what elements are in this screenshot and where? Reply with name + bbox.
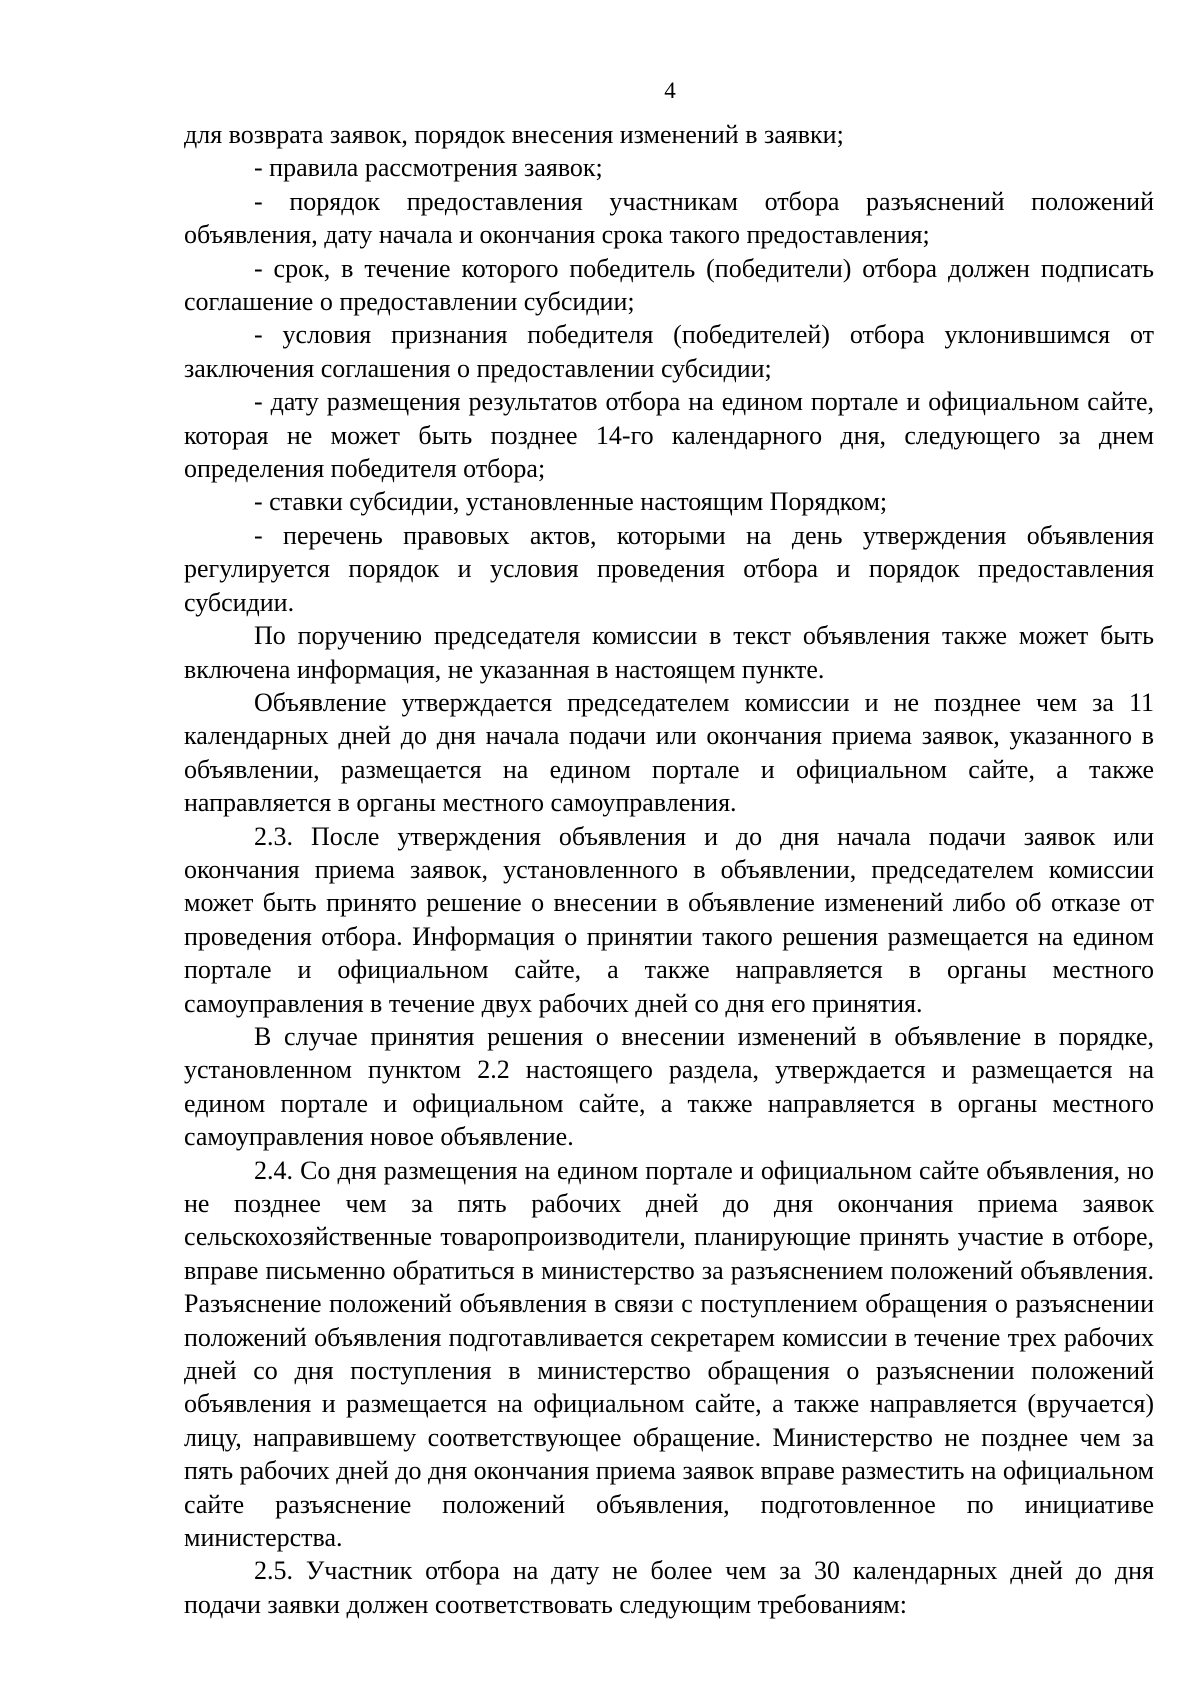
section-2-5-paragraph: 2.5. Участник отбора на дату не более чем за 30 календарных дней до дня подачи заявки должен соответствовать следующим требованиям: [184,1556,1154,1619]
paragraph: По поручению председателя комиссии в текст объявления также может быть включена информация, не указанная в настоящем пункте. [184,621,1154,684]
list-item: - срок, в течение которого победитель (победители) отбора должен подписать соглашение о предоставлении субсидии; [184,253,1154,317]
paragraph: Объявление утверждается председателем комиссии и не позднее чем за 11 календарных дней до дня начала подачи или окончания приема заявок, указанного в объявлении, размещается на едином портале и официальном сайте, а также направляется в органы местного самоуправления. [184,687,1154,818]
list-item: - условия признания победителя (победителей) отбора уклонившимся от заключения соглашения о предоставлении субсидии; [184,320,1154,383]
list-item: - порядок предоставления участникам отбора разъяснений положений объявления, дату начала и окончания срока такого предоставления; [184,186,1154,250]
body-text [184,118,1154,1621]
paragraph: В случае принятия решения о внесении изменений в объявление в порядке, установленном пунктом 2.2 настоящего раздела, утверждается и размещается на едином портале и официальном сайте, а также направляется в органы местного самоуправления новое объявление. [184,1021,1154,1152]
paragraph: для возврата заявок, порядок внесения изменений в заявки; [184,120,844,149]
list-item: - перечень правовых актов, которыми на день утверждения объявления регулируется порядок и условия проведения отбора и порядок предоставления субсидии. [184,520,1154,617]
list-item: - дату размещения результатов отбора на едином портале и официальном сайте, которая не может быть позднее 14-го календарного дня, следующего за днем определения победителя отбора; [184,387,1154,484]
section-2-4-paragraph: 2.4. Со дня размещения на едином портале и официальном сайте объявления, но не позднее чем за пять рабочих дней до дня окончания приема заявок сельскохозяйственные товаропроизводители, планирующие принять участие в отборе, вправе письменно обратиться в министерство за разъяснением положений объявления. Разъяснение положений объявления в связи с поступлением обращения о разъяснении положений объявления подготавливается секретарем комиссии в течение трех рабочих дней со дня поступления в министерство обращения о разъяснении положений объявления и размещается на официальном сайте, а также направляется (вручается) лицу, направившему соответствующее обращение. Министерство не позднее чем за пять рабочих дней до дня окончания приема заявок вправе разместить на официальном сайте разъяснение положений объявления, подготовленное по инициативе министерства. [184,1155,1154,1553]
section-2-3-paragraph: 2.3. После утверждения объявления и до дня начала подачи заявок или окончания приема заявок, установленного в объявлении, председателем комиссии может быть принято решение о внесении в объявление изменений либо об отказе от проведения отбора. Информация о принятии такого решения размещается на едином портале и официальном сайте, а также направляется в органы местного самоуправления в течение двух рабочих дней со дня его принятия. [184,821,1154,1018]
page-number: 4 [664,78,676,103]
list-item: - ставки субсидии, установленные настоящим Порядком; [254,487,888,517]
list-item: - правила рассмотрения заявок; [254,153,603,183]
